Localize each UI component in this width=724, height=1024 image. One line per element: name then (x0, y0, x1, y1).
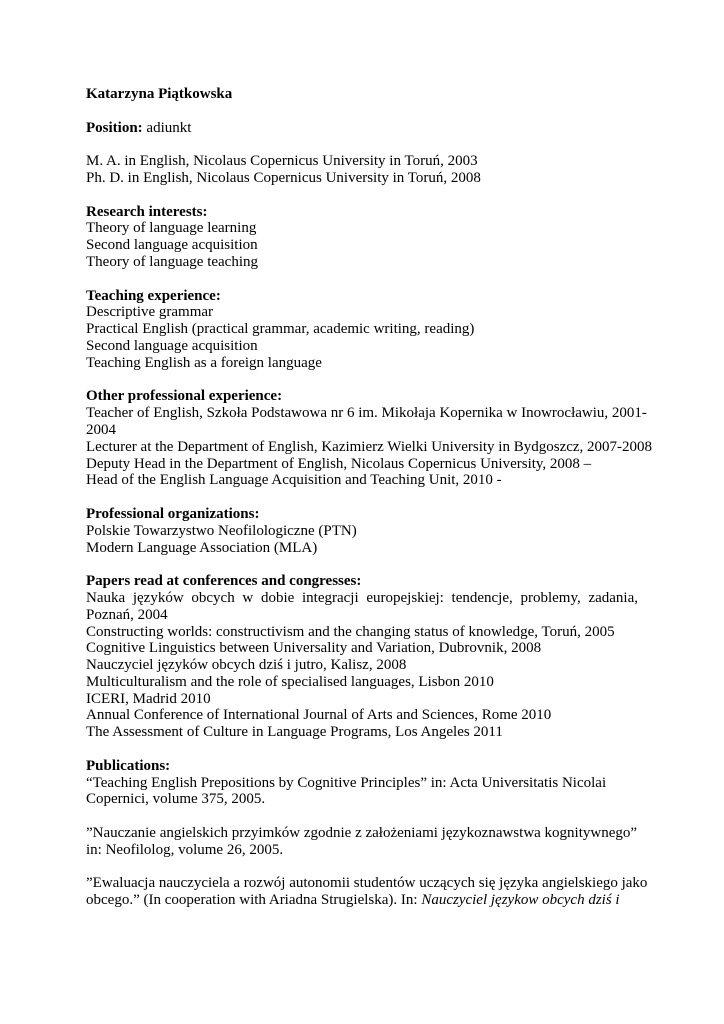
research-item: Theory of language learning (86, 220, 257, 237)
teaching-item: Descriptive grammar (86, 304, 214, 321)
research-heading: Research interests: (86, 203, 208, 220)
publication-text: obcego.” (In cooperation with Ariadna Strugielska). In: (86, 892, 422, 909)
experience-item: Lecturer at the Department of English, Kazimierz Wielki University in Bydgoszcz, 2007-2008 (86, 438, 653, 455)
publication-line: “Teaching English Prepositions by Cognitive Principles” in: Acta Universitatis Nicolai (86, 774, 607, 791)
teaching-item: Teaching English as a foreign language (86, 354, 322, 371)
paper-item: Cognitive Linguistics between Universality and Variation, Dubrovnik, 2008 (86, 640, 542, 657)
organizations-heading: Professional organizations: (86, 505, 260, 522)
paper-item: Multiculturalism and the role of specialised languages, Lisbon 2010 (86, 673, 494, 690)
position-label: Position: (86, 119, 143, 136)
publication-line (86, 892, 638, 909)
experience-item: Head of the English Language Acquisition and Teaching Unit, 2010 - (86, 472, 502, 489)
paper-item: The Assessment of Culture in Language Programs, Los Angeles 2011 (86, 724, 503, 741)
paper-item: Nauczyciel języków obcych dziś i jutro, Kalisz, 2008 (86, 657, 407, 674)
organization-item: Modern Language Association (MLA) (86, 539, 318, 556)
paper-item: Nauka języków obcych w dobie integracji europejskiej: tendencje, problemy, zadania, (86, 589, 638, 606)
position-line (86, 120, 638, 137)
papers-heading: Papers read at conferences and congresses: (86, 573, 362, 590)
publication-line: ”Ewaluacja nauczyciela a rozwój autonomii studentów uczących się języka angielskiego jako (86, 875, 648, 892)
paper-item: Poznań, 2004 (86, 606, 168, 623)
experience-item: 2004 (86, 421, 116, 438)
teaching-item: Second language acquisition (86, 337, 258, 354)
other-experience-heading: Other professional experience: (86, 388, 283, 405)
degree-line: Ph. D. in English, Nicolaus Copernicus University in Toruń, 2008 (86, 169, 481, 186)
publication-line: Copernici, volume 375, 2005. (86, 791, 266, 808)
publication-line: ”Nauczanie angielskich przyimków zgodnie z założeniami językoznawstwa kognitywnego” (86, 825, 638, 842)
organization-item: Polskie Towarzystwo Neofilologiczne (PTN) (86, 522, 357, 539)
paper-item: ICERI, Madrid 2010 (86, 690, 211, 707)
research-item: Theory of language teaching (86, 253, 259, 270)
publications-heading: Publications: (86, 757, 171, 774)
author-name: Katarzyna Piątkowska (86, 86, 233, 102)
experience-item: Deputy Head in the Department of English, Nicolaus Copernicus University, 2008 – (86, 455, 592, 472)
position-value: adiunkt (146, 119, 192, 136)
experience-item: Teacher of English, Szkoła Podstawowa nr 6 im. Mikołaja Kopernika w Inowrocławiu, 2001- (86, 405, 647, 422)
paper-item: Constructing worlds: constructivism and the changing status of knowledge, Toruń, 2005 (86, 623, 615, 640)
teaching-heading: Teaching experience: (86, 287, 221, 304)
degree-line: M. A. in English, Nicolaus Copernicus University in Toruń, 2003 (86, 153, 478, 170)
paper-item: Annual Conference of International Journal of Arts and Sciences, Rome 2010 (86, 707, 552, 724)
teaching-item: Practical English (practical grammar, academic writing, reading) (86, 321, 475, 338)
publication-title-italic: Nauczyciel językow obcych dziś i (421, 892, 620, 909)
publication-line: in: Neofilolog, volume 26, 2005. (86, 841, 284, 858)
research-item: Second language acquisition (86, 237, 258, 254)
